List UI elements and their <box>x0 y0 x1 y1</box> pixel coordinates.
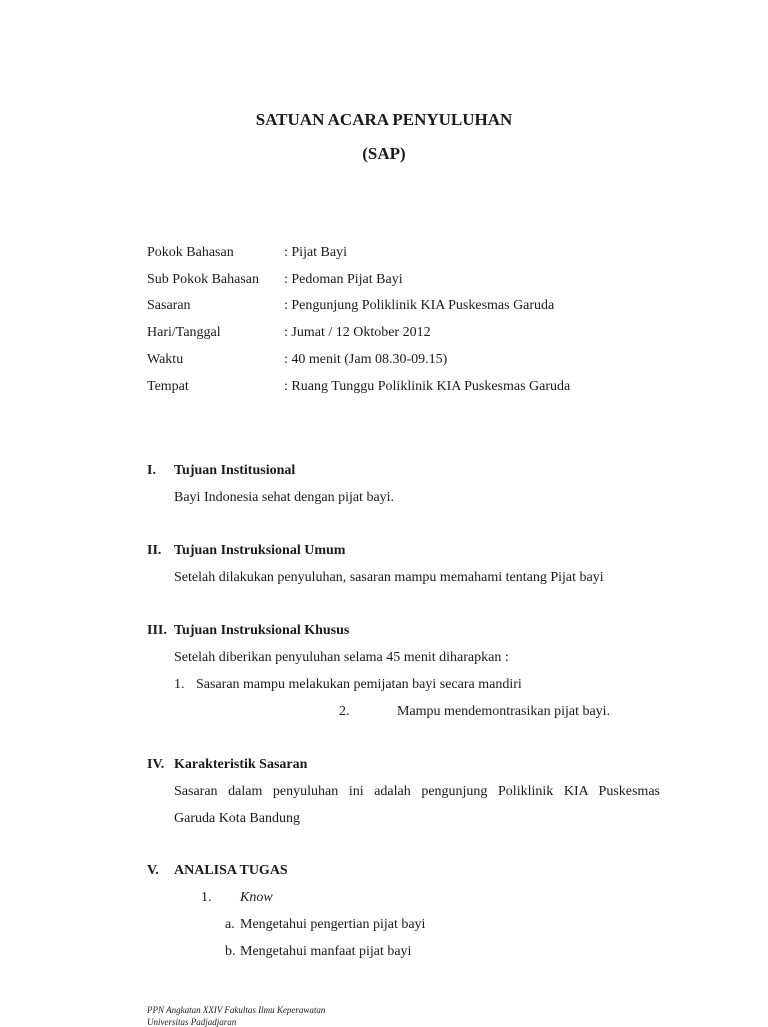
info-label-tempat: Tempat <box>147 379 189 394</box>
section-5-item-1-number: 1. <box>201 890 212 905</box>
info-value-pokok-bahasan: : Pijat Bayi <box>284 245 347 260</box>
info-label-waktu: Waktu <box>147 352 184 367</box>
info-label-pokok-bahasan: Pokok Bahasan <box>147 245 234 260</box>
info-value-sasaran: : Pengunjung Poliklinik KIA Puskesmas Garuda <box>284 298 555 313</box>
section-1-heading: Tujuan Institusional <box>174 463 296 478</box>
section-5-item-1: Know <box>240 890 273 905</box>
section-3-number: III. <box>147 623 167 638</box>
document-title: SATUAN ACARA PENYULUHAN <box>255 110 513 129</box>
info-value-sub-pokok-bahasan: : Pedoman Pijat Bayi <box>284 272 403 287</box>
section-5-sub-a: Mengetahui pengertian pijat bayi <box>240 917 426 932</box>
info-value-waktu: : 40 menit (Jam 08.30-09.15) <box>284 352 448 367</box>
footer-line-1: PPN Angkatan XXIV Fakultas Ilmu Keperawatan <box>147 1005 326 1015</box>
section-1-text: Bayi Indonesia sehat dengan pijat bayi. <box>174 490 395 505</box>
section-3-item-2: Mampu mendemontrasikan pijat bayi. <box>397 704 611 719</box>
footer-line-2: Universitas Padjadjaran <box>147 1017 237 1027</box>
section-4-text-line-2: Garuda Kota Bandung <box>174 811 300 826</box>
info-label-hari-tanggal: Hari/Tanggal <box>147 325 221 340</box>
section-3-item-2-number: 2. <box>339 704 350 719</box>
info-value-tempat: : Ruang Tunggu Poliklinik KIA Puskesmas Garuda <box>284 379 571 394</box>
section-4-number: IV. <box>147 757 165 772</box>
section-2-number: II. <box>147 543 162 558</box>
section-3-item-1-number: 1. <box>174 677 185 692</box>
section-5-number: V. <box>147 863 159 878</box>
info-label-sub-pokok-bahasan: Sub Pokok Bahasan <box>147 272 259 287</box>
section-3-heading: Tujuan Instruksional Khusus <box>174 623 350 638</box>
section-5-sub-a-letter: a. <box>225 917 235 932</box>
document-subtitle: (SAP) <box>362 144 406 163</box>
section-1-number: I. <box>147 463 156 478</box>
section-5-heading: ANALISA TUGAS <box>174 863 288 878</box>
section-5-sub-b-letter: b. <box>225 944 236 959</box>
info-label-sasaran: Sasaran <box>147 298 191 313</box>
section-3-item-1: Sasaran mampu melakukan pemijatan bayi secara mandiri <box>196 677 522 692</box>
section-5-sub-b: Mengetahui manfaat pijat bayi <box>240 944 412 959</box>
section-2-heading: Tujuan Instruksional Umum <box>174 543 346 558</box>
section-2-text: Setelah dilakukan penyuluhan, sasaran mampu memahami tentang Pijat bayi <box>174 570 604 585</box>
section-4-heading: Karakteristik Sasaran <box>174 757 308 772</box>
section-4-text-line-1: Sasaran dalam penyuluhan ini adalah pengunjung Poliklinik KIA Puskesmas <box>174 784 660 799</box>
info-value-hari-tanggal: : Jumat / 12 Oktober 2012 <box>284 325 431 340</box>
section-3-text: Setelah diberikan penyuluhan selama 45 menit diharapkan : <box>174 650 509 665</box>
